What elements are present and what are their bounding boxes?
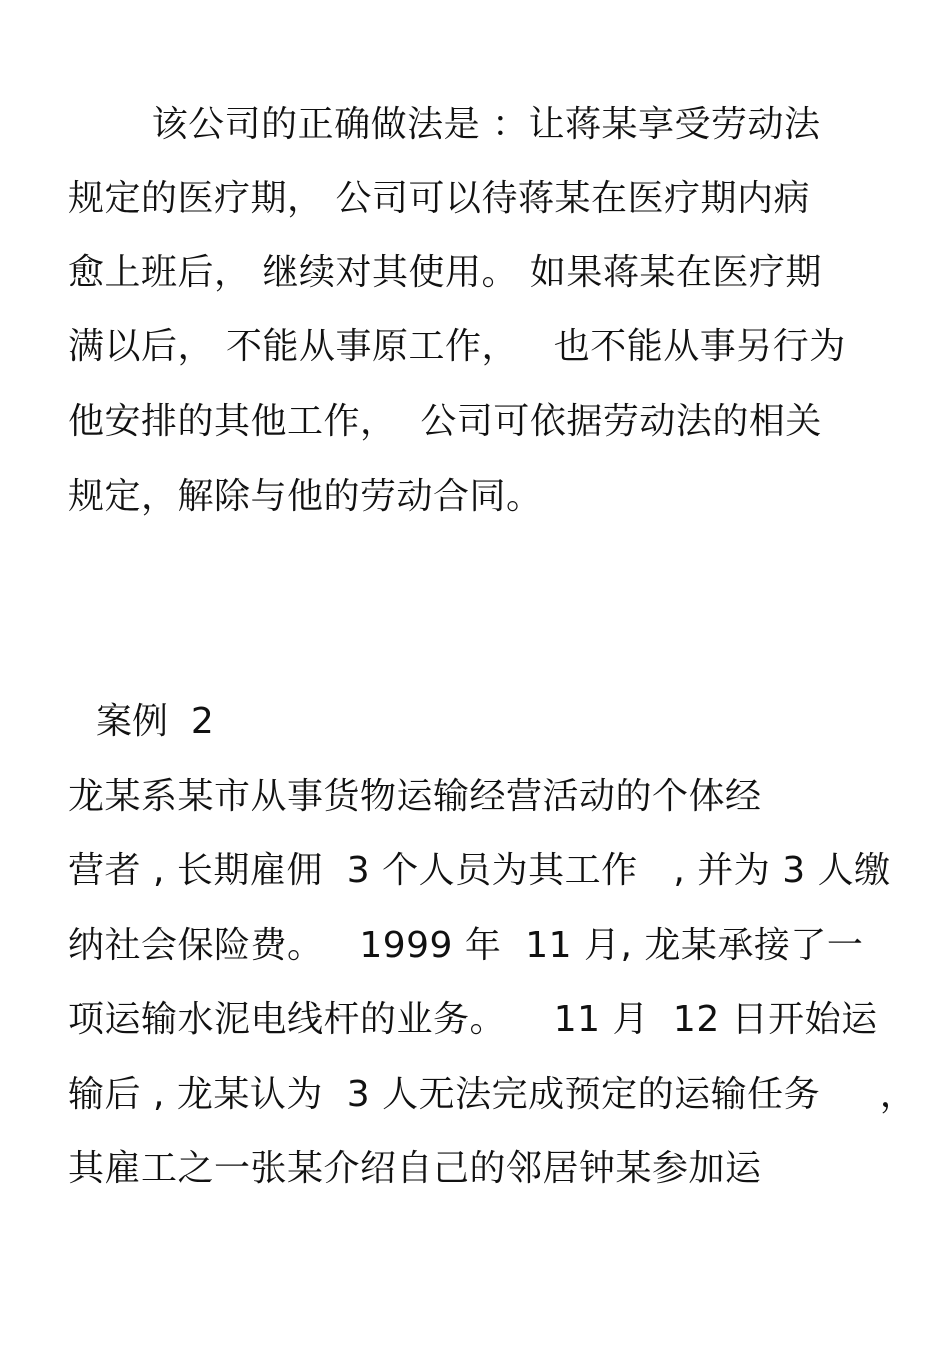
paragraph1-line-1: 该公司的正确做法是 ：让蒋某享受劳动法 [68, 104, 821, 145]
section2-line-5: 输后 , 龙某认为 3 人无法完成预定的运输任务 ， [68, 1074, 917, 1115]
paragraph1-line-4: 满以后， 不能从事原工作， 也不能从事另行为 [68, 326, 846, 367]
section2-line-2: 营者 , 长期雇佣 3 个人员为其工作 , 并为 3 人缴 [68, 850, 891, 891]
paragraph1-line-3: 愈上班后， 继续对其使用。 如果蒋某在医疗期 [68, 252, 822, 293]
paragraph1-line-2: 规定的医疗期， 公司可以待蒋某在医疗期内病 [68, 178, 810, 219]
paragraph1-line-6: 规定，解除与他的劳动合同。 [68, 476, 543, 517]
section2-line-6: 其雇工之一张某介绍自己的邻居钟某参加运 [68, 1148, 762, 1189]
section2-heading: 案例 2 [96, 701, 214, 742]
paragraph1-line-5: 他安排的其他工作， 公司可依据劳动法的相关 [68, 401, 822, 442]
section2-line-4: 项运输水泥电线杆的业务。 11 月 12 日开始运 [68, 999, 878, 1040]
section2-line-1: 龙某系某市从事货物运输经营活动的个体经 [68, 776, 762, 817]
section2-line-3: 纳社会保险费。 1999 年 11 月, 龙某承接了一 [68, 925, 864, 966]
